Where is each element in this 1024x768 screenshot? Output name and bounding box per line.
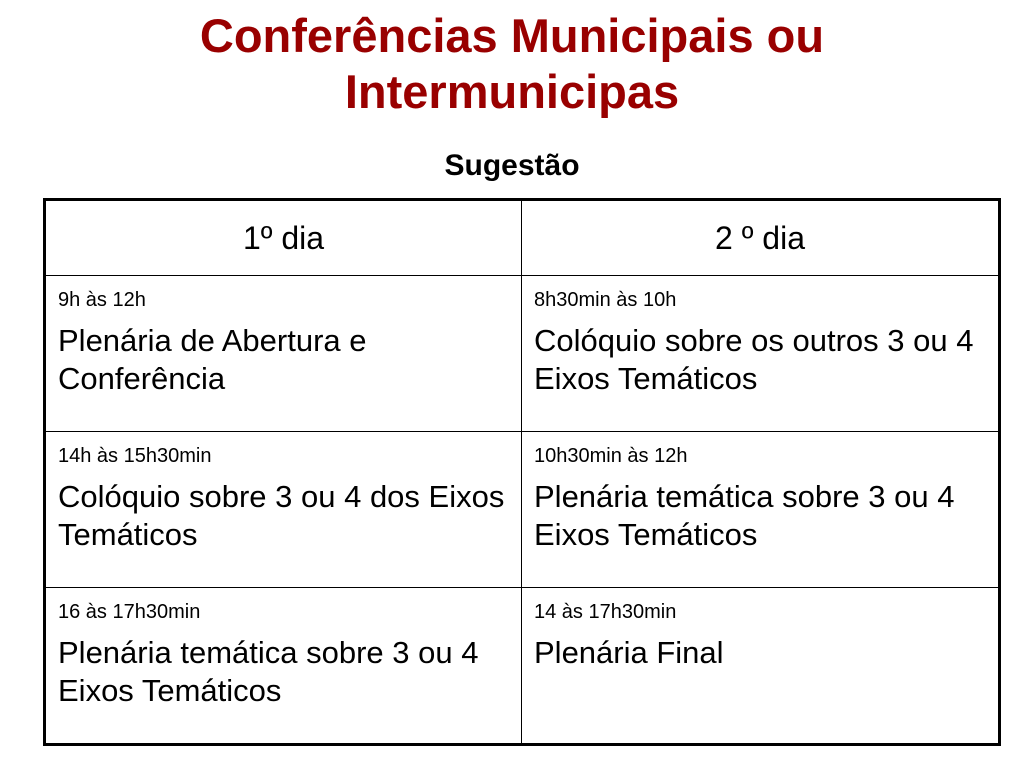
table-cell-day-2 [522,432,1000,588]
table-cell-day-2 [522,276,1000,432]
table-row [45,276,1000,432]
session-time: 14 às 17h30min [534,601,677,623]
table-header-row [45,200,1000,276]
session-activity: Colóquio sobre 3 ou 4 dos Eixos Temáticos [58,479,505,552]
session-activity: Plenária temática sobre 3 ou 4 Eixos Temáticos [58,635,479,708]
session-time: 9h às 12h [58,289,146,311]
slide-subtitle: Sugestão [444,149,580,182]
header-day-1: 1º dia [45,200,522,276]
title-line-2: Intermunicipas [344,65,680,118]
table-cell-day-1 [45,432,522,588]
table-row [45,432,1000,588]
session-time: 14h às 15h30min [58,445,212,467]
session-activity: Plenária temática sobre 3 ou 4 Eixos Temáticos [534,479,955,552]
session-activity: Plenária de Abertura e Conferência [58,323,367,396]
table-cell-day-1 [45,588,522,745]
header-day-2: 2 º dia [522,200,1000,276]
table-cell-day-1 [45,276,522,432]
title-line-1: Conferências Municipais ou [199,9,825,62]
slide-title [0,8,1024,120]
session-activity: Colóquio sobre os outros 3 ou 4 Eixos Temáticos [534,323,974,396]
session-activity: Plenária Final [534,635,724,670]
table-row [45,588,1000,745]
session-time: 10h30min às 12h [534,445,688,467]
schedule-table [43,198,1001,746]
table-cell-day-2 [522,588,1000,745]
session-time: 16 às 17h30min [58,601,201,623]
session-time: 8h30min às 10h [534,289,677,311]
